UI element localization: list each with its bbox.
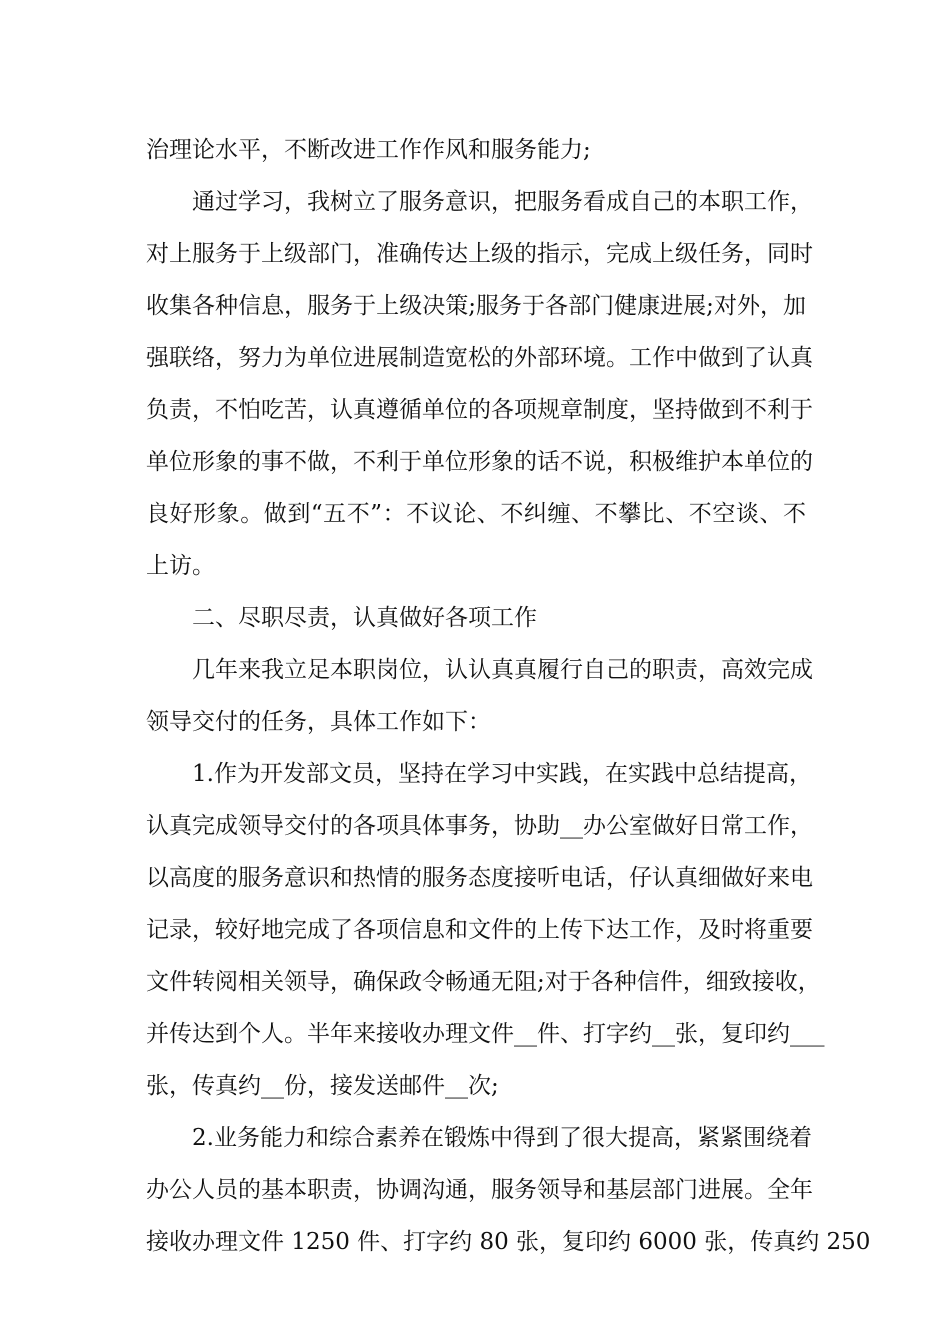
text-line: 并传达到个人。半年来接收办理文件__件、打字约__张，复印约___ xyxy=(146,1021,825,1047)
text-line: 治理论水平，不断改进工作作风和服务能力; xyxy=(146,137,591,163)
text-line: 强联络，努力为单位进展制造宽松的外部环境。工作中做到了认真 xyxy=(146,345,813,371)
text-line: 几年来我立足本职岗位，认认真真履行自己的职责，高效完成 xyxy=(192,657,813,683)
text-line: 领导交付的任务，具体工作如下： xyxy=(146,709,491,735)
text-line: 认真完成领导交付的各项具体事务，协助__办公室做好日常工作， xyxy=(146,813,813,839)
text-line: 上访。 xyxy=(146,553,215,579)
text-line: 单位形象的事不做，不利于单位形象的话不说，积极维护本单位的 xyxy=(146,449,813,475)
list-item-line: 1.作为开发部文员，坚持在学习中实践，在实践中总结提高， xyxy=(192,761,812,787)
section-heading: 二、尽职尽责，认真做好各项工作 xyxy=(192,605,537,631)
text-line: 收集各种信息，服务于上级决策;服务于各部门健康进展;对外，加 xyxy=(146,293,806,319)
text-line: 负责，不怕吃苦，认真遵循单位的各项规章制度，坚持做到不利于 xyxy=(146,397,813,423)
text-line: 对上服务于上级部门，准确传达上级的指示，完成上级任务，同时 xyxy=(146,241,813,267)
text-line: 良好形象。做到“五不”：不议论、不纠缠、不攀比、不空谈、不 xyxy=(146,501,806,527)
text-line: 接收办理文件 1250 件、打字约 80 张，复印约 6000 张，传真约 250 xyxy=(146,1229,871,1255)
text-line: 张，传真约__份，接发送邮件__次; xyxy=(146,1073,499,1099)
text-line: 文件转阅相关领导，确保政令畅通无阻;对于各种信件，细致接收， xyxy=(146,969,821,995)
text-line: 办公人员的基本职责，协调沟通，服务领导和基层部门进展。全年 xyxy=(146,1177,813,1203)
text-line: 以高度的服务意识和热情的服务态度接听电话，仔认真细做好来电 xyxy=(146,865,813,891)
text-line: 记录，较好地完成了各项信息和文件的上传下达工作，及时将重要 xyxy=(146,917,813,943)
text-line: 通过学习，我树立了服务意识，把服务看成自己的本职工作， xyxy=(192,189,813,215)
list-item-line: 2.业务能力和综合素养在锻炼中得到了很大提高，紧紧围绕着 xyxy=(192,1125,812,1151)
